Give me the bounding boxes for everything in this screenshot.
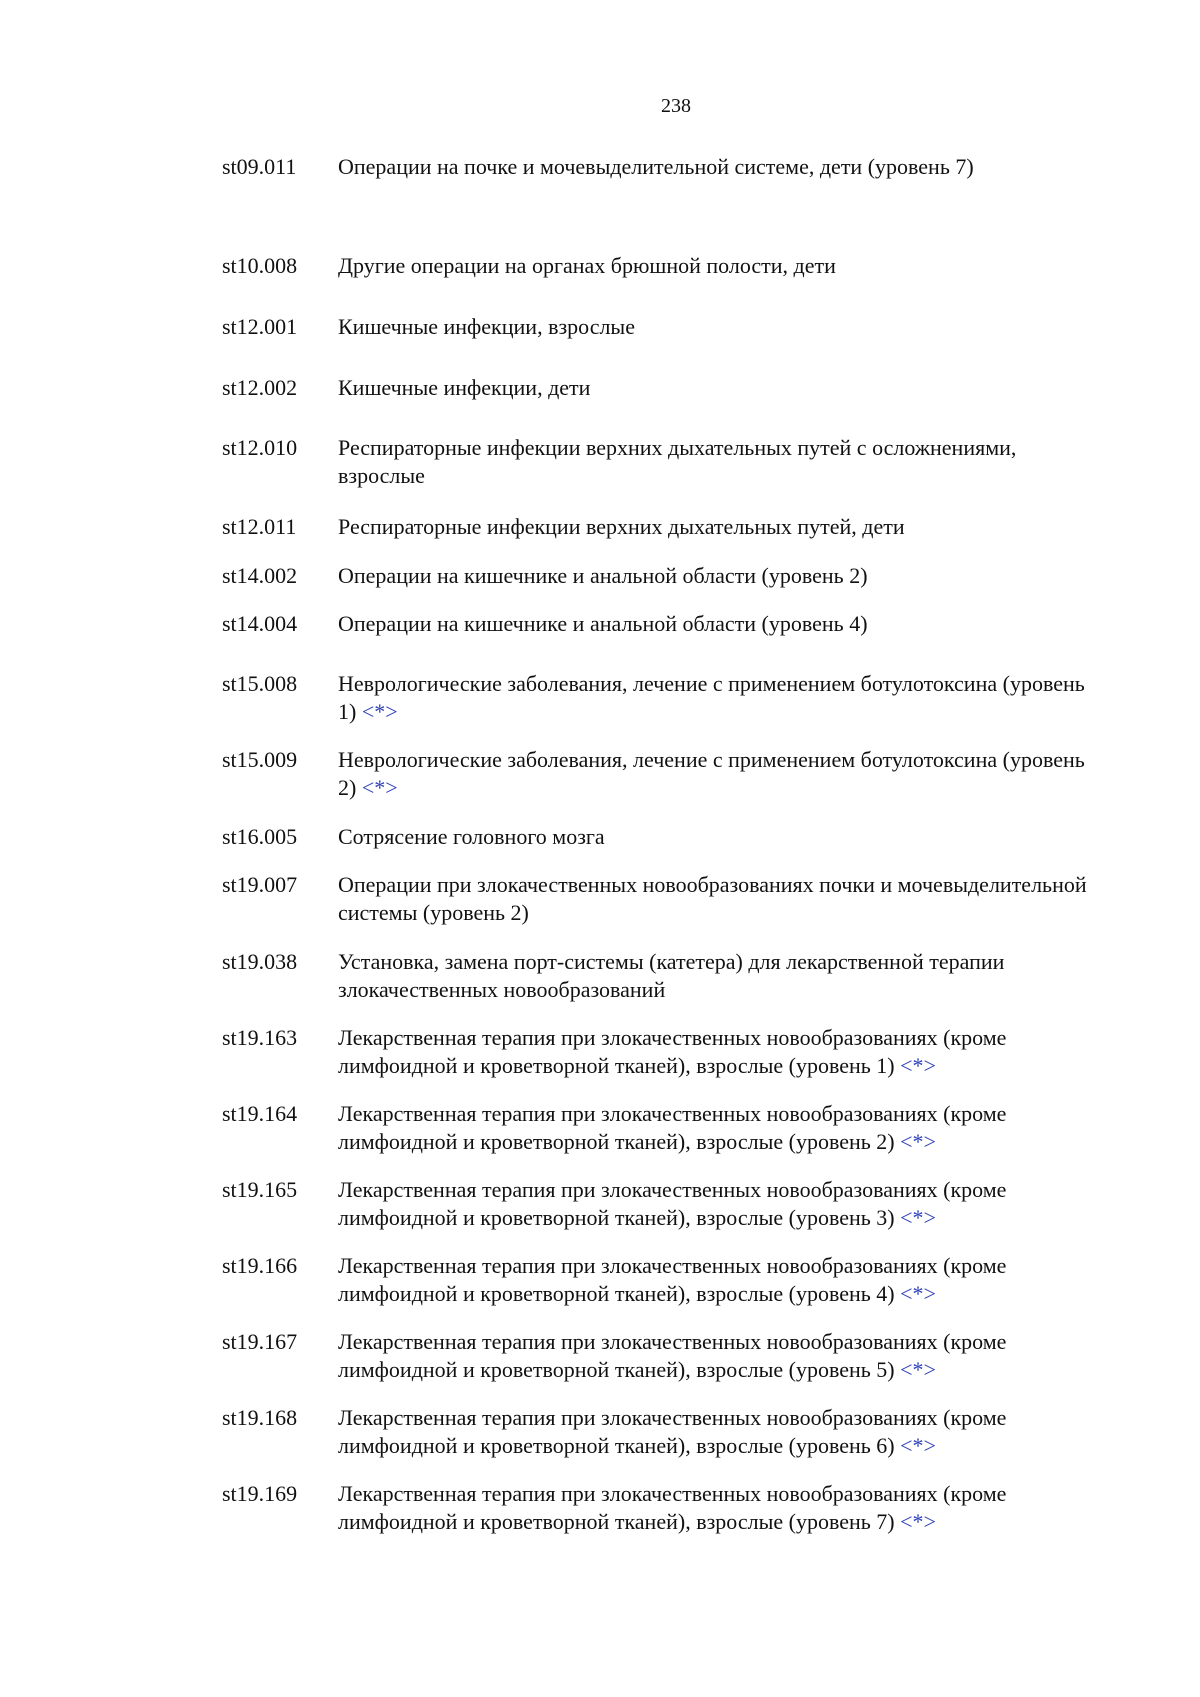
entry-description: Лекарственная терапия при злокачественных новообразованиях (кроме лимфоидной и кроветворной тканей), взрослые (уровень 4) <*> (338, 1253, 1007, 1306)
footnote-link[interactable]: <*> (900, 1129, 936, 1154)
entry-description: Лекарственная терапия при злокачественных новообразованиях (кроме лимфоидной и кроветворной тканей), взрослые (уровень 2) <*> (338, 1101, 1007, 1154)
entry-description: Лекарственная терапия при злокачественных новообразованиях (кроме лимфоидной и кроветворной тканей), взрослые (уровень 1) <*> (338, 1025, 1007, 1078)
page-number: 238 (661, 95, 691, 117)
footnote-link[interactable]: <*> (900, 1281, 936, 1306)
entry-code: st12.010 (222, 435, 298, 460)
entry-description: Лекарственная терапия при злокачественных новообразованиях (кроме лимфоидной и кроветворной тканей), взрослые (уровень 6) <*> (338, 1405, 1007, 1458)
footnote-link[interactable]: <*> (900, 1053, 936, 1078)
entry-code: st12.011 (222, 514, 297, 539)
entry-code: st14.004 (222, 611, 298, 636)
entry-description: Респираторные инфекции верхних дыхательных путей с осложнениями, взрослые (338, 435, 1017, 488)
entry-description: Лекарственная терапия при злокачественных новообразованиях (кроме лимфоидной и кроветворной тканей), взрослые (уровень 5) <*> (338, 1329, 1007, 1382)
entry-code: st19.007 (222, 872, 298, 897)
entry-description: Лекарственная терапия при злокачественных новообразованиях (кроме лимфоидной и кроветворной тканей), взрослые (уровень 3) <*> (338, 1177, 1007, 1230)
entry-description: Операции на кишечнике и анальной области (уровень 4) (338, 611, 868, 636)
entry-code: st15.009 (222, 747, 298, 772)
entry-description: Другие операции на органах брюшной полости, дети (338, 253, 836, 278)
entry-description: Респираторные инфекции верхних дыхательных путей, дети (338, 514, 905, 539)
entry-code: st19.165 (222, 1177, 298, 1202)
footnote-link[interactable]: <*> (361, 699, 398, 724)
entry-code: st16.005 (222, 824, 298, 849)
entry-code: st19.168 (222, 1405, 298, 1430)
entry-code: st19.169 (222, 1481, 298, 1506)
entry-code: st19.038 (222, 949, 298, 974)
entry-code: st15.008 (222, 671, 298, 696)
entry-description: Кишечные инфекции, взрослые (338, 314, 635, 339)
entry-code: st09.011 (222, 154, 297, 179)
footnote-link[interactable]: <*> (900, 1509, 936, 1534)
entry-description: Неврологические заболевания, лечение с применением ботулотоксина (уровень 2) <*> (338, 747, 1085, 800)
entry-code: st12.001 (222, 314, 298, 339)
entry-description: Операции на почке и мочевыделительной системе, дети (уровень 7) (338, 154, 974, 179)
entry-code: st12.002 (222, 375, 298, 400)
entry-description: Операции при злокачественных новообразованиях почки и мочевыделительной системы (уровень 2) (338, 872, 1087, 925)
footnote-link[interactable]: <*> (900, 1205, 936, 1230)
entry-code: st19.164 (222, 1101, 298, 1126)
footnote-link[interactable]: <*> (361, 775, 398, 800)
entry-code: st19.167 (222, 1329, 298, 1354)
entry-description: Кишечные инфекции, дети (338, 375, 591, 400)
entry-code: st19.166 (222, 1253, 298, 1278)
entry-description: Установка, замена порт-системы (катетера) для лекарственной терапии злокачественных новообразований (338, 949, 1005, 1002)
footnote-link[interactable]: <*> (900, 1433, 936, 1458)
entry-code: st14.002 (222, 563, 298, 588)
entry-code: st10.008 (222, 253, 298, 278)
entry-description: Операции на кишечнике и анальной области (уровень 2) (338, 563, 868, 588)
entry-description: Лекарственная терапия при злокачественных новообразованиях (кроме лимфоидной и кроветворной тканей), взрослые (уровень 7) <*> (338, 1481, 1007, 1534)
entry-description: Неврологические заболевания, лечение с применением ботулотоксина (уровень 1) <*> (338, 671, 1085, 724)
entry-description: Сотрясение головного мозга (338, 824, 605, 849)
entry-code: st19.163 (222, 1025, 298, 1050)
footnote-link[interactable]: <*> (900, 1357, 936, 1382)
